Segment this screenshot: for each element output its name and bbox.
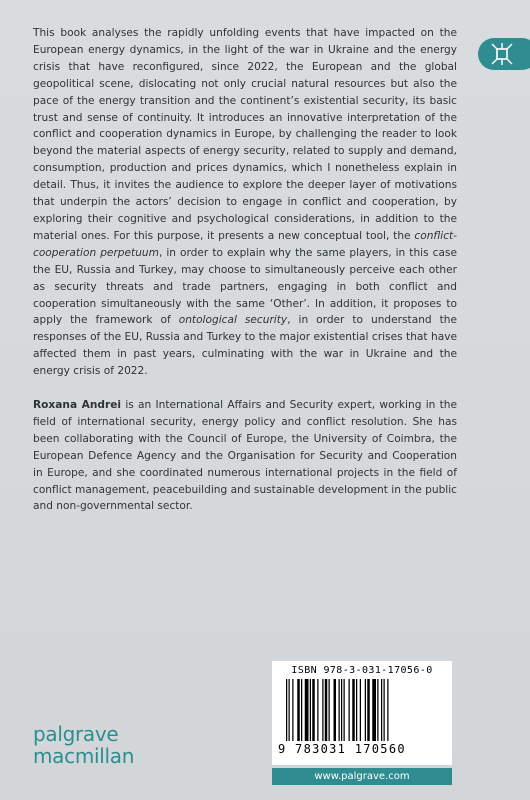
publisher-logo-line1: palgrave <box>33 722 119 746</box>
barcode-bar <box>384 679 385 741</box>
barcode-bar <box>356 679 357 741</box>
barcode-bar <box>377 679 378 741</box>
author-bio-text: is an International Affairs and Security expert, working in the field of international security, energy policy and conflict resolution. She has been collaborating with the Council of Europe, the University of Coimbra, the European Defence Agency and the Organisation for Security and Cooperation in Europe, and she coordinated numerous international projects in the field of conflict management, peacebuilding and sustainable development in the public and non-governmental sector. <box>33 399 457 513</box>
publisher-logo <box>33 723 134 767</box>
publisher-logo-line2: macmillan <box>33 744 135 768</box>
barcode-bar <box>341 679 342 741</box>
barcode-bar <box>360 679 361 741</box>
barcode-bar <box>292 679 293 741</box>
series-badge <box>478 38 530 70</box>
book-blurb <box>33 25 457 532</box>
author-name: Roxana Andrei <box>33 399 122 412</box>
barcode-bar <box>329 679 330 741</box>
isbn-label: ISBN 978-3-031-17056-0 <box>291 665 433 676</box>
barcode-bar <box>344 679 345 741</box>
barcode-bar <box>301 679 302 741</box>
barcode-bar <box>317 679 318 741</box>
barcode-bar <box>322 679 323 741</box>
barcode-bar <box>305 679 309 741</box>
barcode-bar <box>352 679 355 741</box>
publisher-url: www.palgrave.com <box>272 768 452 785</box>
barcode-bar <box>286 679 287 741</box>
barcode-bar <box>297 679 300 741</box>
description-text-1: This book analyses the rapidly unfolding events that have impacted on the European energy dynamics, in the light of the war in Ukraine and the energy crisis that have reconfigured, since 2022, the European and the global geopolitical scene, dislocating not only crucial natural resources but also the pace of the energy transition and the continent’s existential security, its basic trust and sense of continuity. It introduces an innovative interpretation of the conflict and cooperation dynamics in Europe, by challenging the reader to look beyond the material aspects of energy security, related to supply and demand, consumption, production and prices dynamics, which I nonetheless explain in detail. Thus, it invites the audience to explore the deeper layer of motivations that underpin the actors’ decision to engage in conflict and cooperation, by exploring their cognitive and psychological considerations, in addition to the material ones. For this purpose, it presents a new conceptual tool, the <box>33 27 457 242</box>
description-term-2: ontological security <box>178 314 288 327</box>
barcode-bar <box>325 679 328 741</box>
author-bio-paragraph <box>33 397 457 515</box>
barcode-bar <box>289 679 290 741</box>
barcode-bar <box>387 679 388 741</box>
description-term-1: conflict-cooperation perpetuum <box>33 229 457 259</box>
description-text-3: , in order to understand the responses of the EU, Russia and Turkey to the major existential crises that have affected them in past years, culminating with the war in Ukraine and the energy crisis of 2022. <box>33 314 457 378</box>
barcode-bar <box>372 679 376 741</box>
barcode-bar <box>381 679 382 741</box>
barcode-bars <box>284 679 440 743</box>
barcode-bar <box>312 679 315 741</box>
barcode-bar <box>349 679 350 741</box>
description-text-2: , in order to explain why the same players, in this case the EU, Russia and Turkey, may choose to simultaneously perceive each other as security threats and trade partners, engaging in both conflict and cooperation simultaneously with the same ‘Other’. In addition, it proposes to apply the framework of <box>33 246 458 327</box>
barcode-bar <box>339 679 340 741</box>
barcode-digits: 9 783031 170560 <box>278 742 406 756</box>
barcode-panel <box>272 661 452 765</box>
network-node-icon <box>490 42 514 66</box>
barcode-bar <box>334 679 337 741</box>
description-paragraph <box>33 25 457 380</box>
barcode-bar <box>367 679 370 741</box>
barcode-bar <box>365 679 366 741</box>
barcode-bar <box>310 679 311 741</box>
